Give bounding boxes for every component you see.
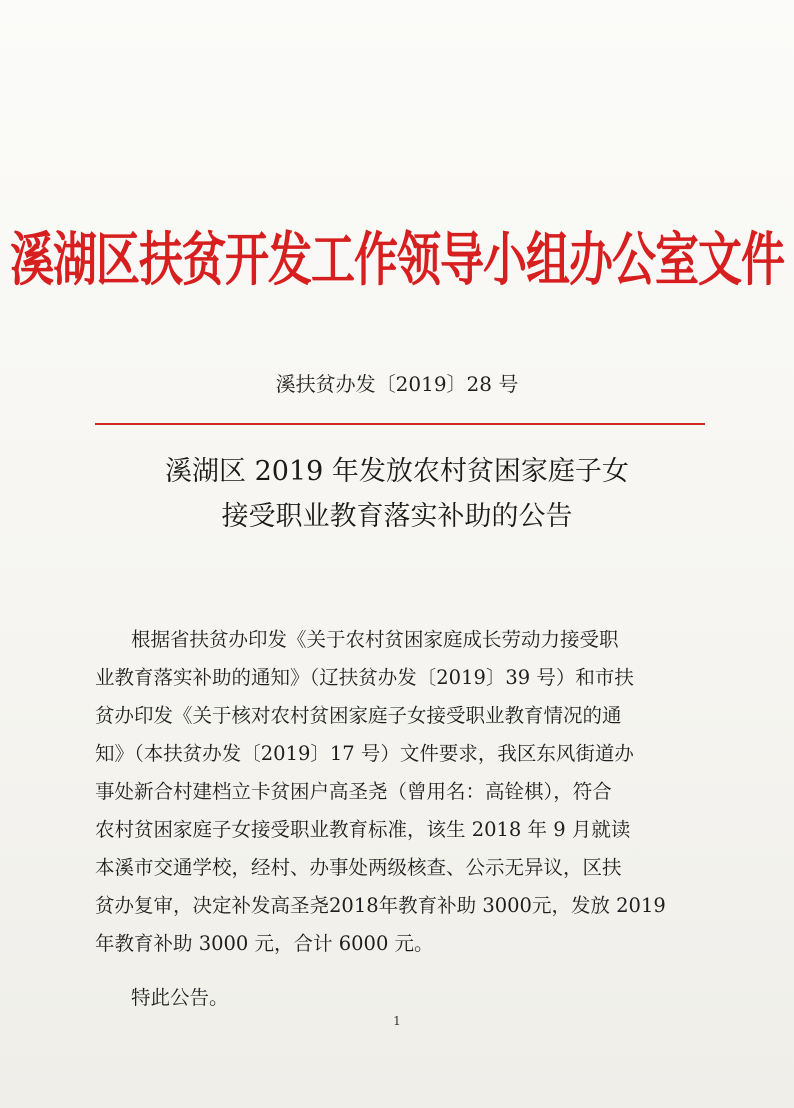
body-line: 贫办印发《关于核对农村贫困家庭子女接受职业教育情况的通: [95, 704, 622, 727]
body-line: 农村贫困家庭子女接受职业教育标准，该生 2018 年 9 月就读: [95, 818, 631, 841]
body-line: 事处新合村建档立卡贫困户高圣尧（曾用名：高铨棋），符合: [95, 780, 612, 803]
body-line: 贫办复审，决定补发高圣尧2018年教育补助 3000元，发放 2019: [95, 894, 666, 917]
body-line: 年教育补助 3000 元，合计 6000 元。: [95, 932, 434, 955]
closing-line: 特此公告。: [131, 986, 229, 1009]
document-number: 溪扶贫办发〔2019〕28 号: [275, 372, 519, 396]
notice-title-line-2: 接受职业教育落实补助的公告: [221, 501, 573, 532]
page-number: 1: [393, 1014, 401, 1028]
body-line: 知》（本扶贫办发〔2019〕17 号）文件要求，我区东风街道办: [95, 742, 634, 765]
body-line: 本溪市交通学校，经村、办事处两级核查、公示无异议，区扶: [95, 856, 622, 879]
body-line: 根据省扶贫办印发《关于农村贫困家庭成长劳动力接受职: [131, 628, 619, 651]
body-line: 业教育落实补助的通知》（辽扶贫办发〔2019〕39 号）和市扶: [95, 666, 634, 689]
red-divider-line: [95, 423, 705, 425]
notice-title-line-1: 溪湖区 2019 年发放农村贫困家庭子女: [165, 456, 629, 487]
agency-header-title: 溪湖区扶贫开发工作领导小组办公室文件: [10, 226, 784, 294]
